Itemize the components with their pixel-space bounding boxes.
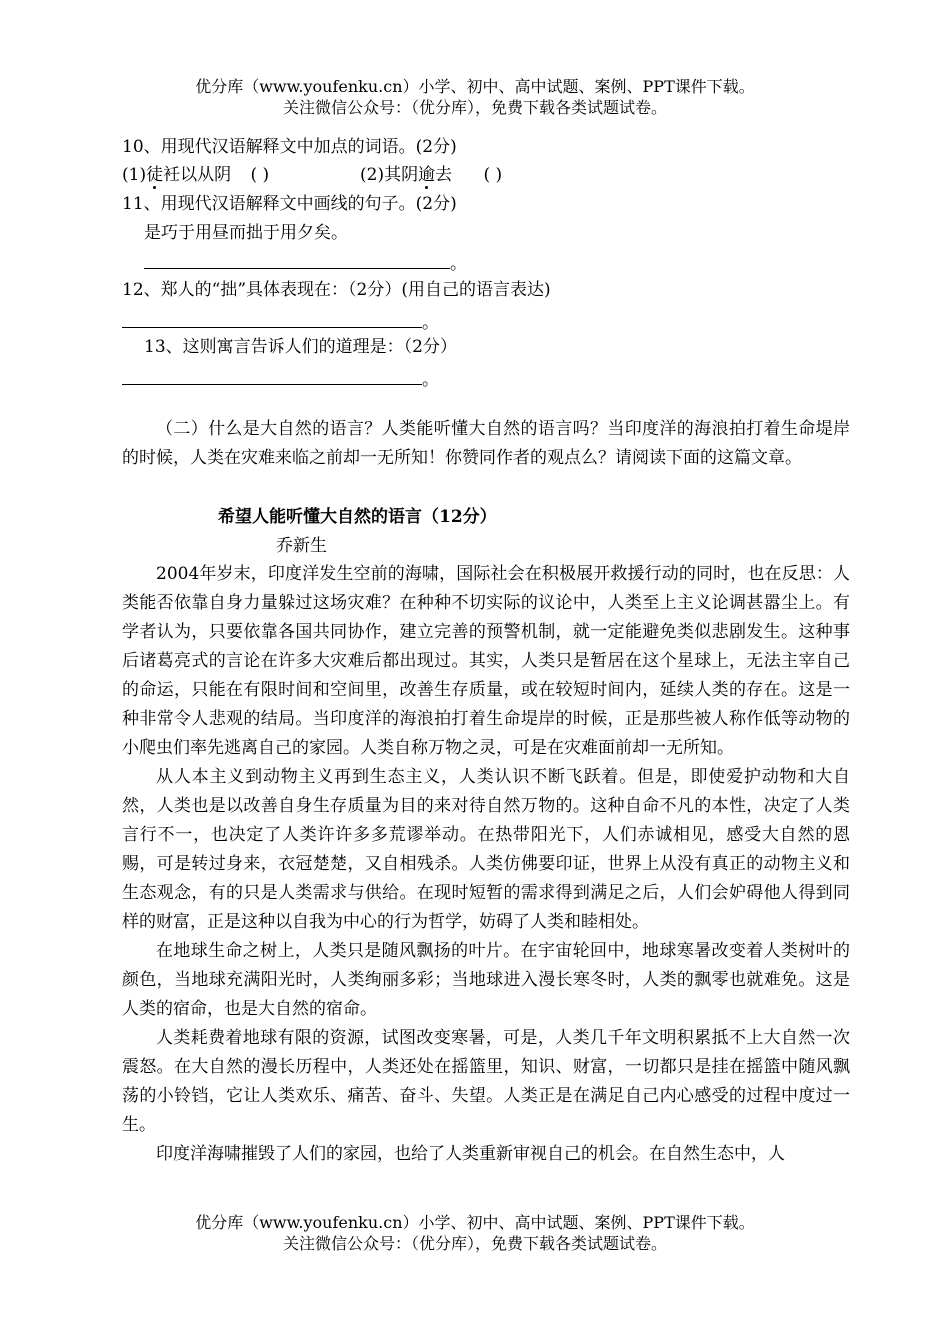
dotted-word-2: 逾 xyxy=(418,165,436,185)
question-13-answer-line[interactable] xyxy=(122,366,439,391)
article-paragraph: 在地球生命之树上，人类只是随风飘扬的叶片。在宇宙轮回中，地球寒暑改变着人类树叶的颜色，当地球充满阳光时，人类绚丽多彩；当地球进入漫长寒冬时，人类的飘零也就难免。这是人类的宿命，也是大自然的宿命。 xyxy=(122,941,850,1019)
section-2-intro xyxy=(122,415,850,473)
answer-blank-2[interactable]: ( ) xyxy=(483,165,503,185)
article-paragraph: 印度洋海啸摧毁了人们的家园，也给了人类重新审视自己的机会。在自然生态中，人 xyxy=(156,1144,785,1164)
article-paragraph: 人类耗费着地球有限的资源，试图改变寒暑，可是，人类几千年文明积累抵不上大自然一次震怒。在大自然的漫长历程中，人类还处在摇篮里，知识、财富，一切都只是挂在摇篮中随风飘荡的小铃铛，它让人类欢乐、痛苦、奋斗、失望。人类正是在满足自己内心感受的过程中度过一生。 xyxy=(122,1028,850,1135)
footer-line-1: 优分库（www.youfenku.cn）小学、初中、高中试题、案例、PPT课件下载。 xyxy=(195,1213,755,1232)
article-paragraph: 从人本主义到动物主义再到生态主义，人类认识不断飞跃着。但是，即使爱护动物和大自然，人类也是以改善自身生存质量为目的来对待自然万物的。这种自命不凡的本性，决定了人类言行不一，也决定了人类许许多多荒谬举动。在热带阳光下，人们赤诚相见，感受大自然的恩赐，可是转过身来，衣冠楚楚，又自相残杀。人类仿佛要印证，世界上从没有真正的动物主义和生态观念，有的只是人类需求与供给。在现时短暂的需求得到满足之后，人们会妒碍他人得到同样的财富，正是这种以自我为中心的行为哲学，妨碍了人类和睦相处。 xyxy=(122,767,850,932)
header-line-2: 关注微信公众号：（优分库），免费下载各类试题试卷。 xyxy=(282,98,667,117)
question-12: 12、郑人的“拙”具体表现在：（2分）(用自己的语言表达) xyxy=(122,280,551,300)
article-paragraph: 2004年岁末，印度洋发生空前的海啸，国际社会在积极展开救援行动的同时，也在反思：人类能否依靠自身力量躲过这场灾难？在种种不切实际的议论中，人类至上主义论调甚嚣尘上。有学者认为，只要依靠各国共同协作，建立完善的预警机制，就一定能避免类似悲剧发生。这种事后诸葛亮式的言论在许多大灾难后都出现过。其实，人类只是暂居在这个星球上，无法主宰自己的命运，只能在有限时间和空间里，改善生存质量，或在较短时间内，延续人类的存在。这是一种非常令人悲观的结局。当印度洋的海浪拍打着生命堤岸的时候，正是那些被人称作低等动物的小爬虫们率先逃离自己的家园。人类自称万物之灵，可是在灾难面前却一无所知。 xyxy=(122,564,850,758)
q11-end-mark: 。 xyxy=(450,254,467,274)
article-body xyxy=(122,560,850,1169)
question-13: 13、这则寓言告诉人们的道理是：（2分） xyxy=(144,337,457,357)
article-title: 希望人能听懂大自然的语言（12分） xyxy=(218,507,497,527)
question-11: 11、用现代汉语解释文中画线的句子。(2分) xyxy=(122,194,457,214)
question-10-item-1 xyxy=(122,164,269,186)
question-10-item-2 xyxy=(360,164,502,186)
header-line-1: 优分库（www.youfenku.cn）小学、初中、高中试题、案例、PPT课件下载。 xyxy=(195,77,755,96)
item-1-rest: 衽以从阴 xyxy=(163,165,232,185)
intro-text: （二）什么是大自然的语言？人类能听懂大自然的语言吗？当印度洋的海浪拍打着生命堤岸的时候，人类在灾难来临之前却一无所知！你赞同作者的观点么？请阅读下面的这篇文章。 xyxy=(122,419,850,468)
question-11-sentence: 是巧于用昼而拙于用夕矣。 xyxy=(144,223,348,243)
answer-blank-1[interactable]: ( ) xyxy=(250,165,270,185)
footer-line-2: 关注微信公众号：（优分库），免费下载各类试题试卷。 xyxy=(282,1234,667,1253)
item-1-prefix: (1) xyxy=(122,165,147,185)
q12-end-mark: 。 xyxy=(422,313,439,333)
q13-end-mark: 。 xyxy=(422,370,439,390)
question-12-answer-line[interactable] xyxy=(122,309,439,334)
dotted-word-1: 徒 xyxy=(146,165,164,185)
question-11-answer-line[interactable] xyxy=(144,250,467,275)
question-10: 10、用现代汉语解释文中加点的词语。(2分) xyxy=(122,137,457,157)
item-2-rest: 去 xyxy=(435,165,453,185)
item-2-prefix: (2)其阴 xyxy=(360,165,419,185)
article-author: 乔新生 xyxy=(276,536,327,556)
